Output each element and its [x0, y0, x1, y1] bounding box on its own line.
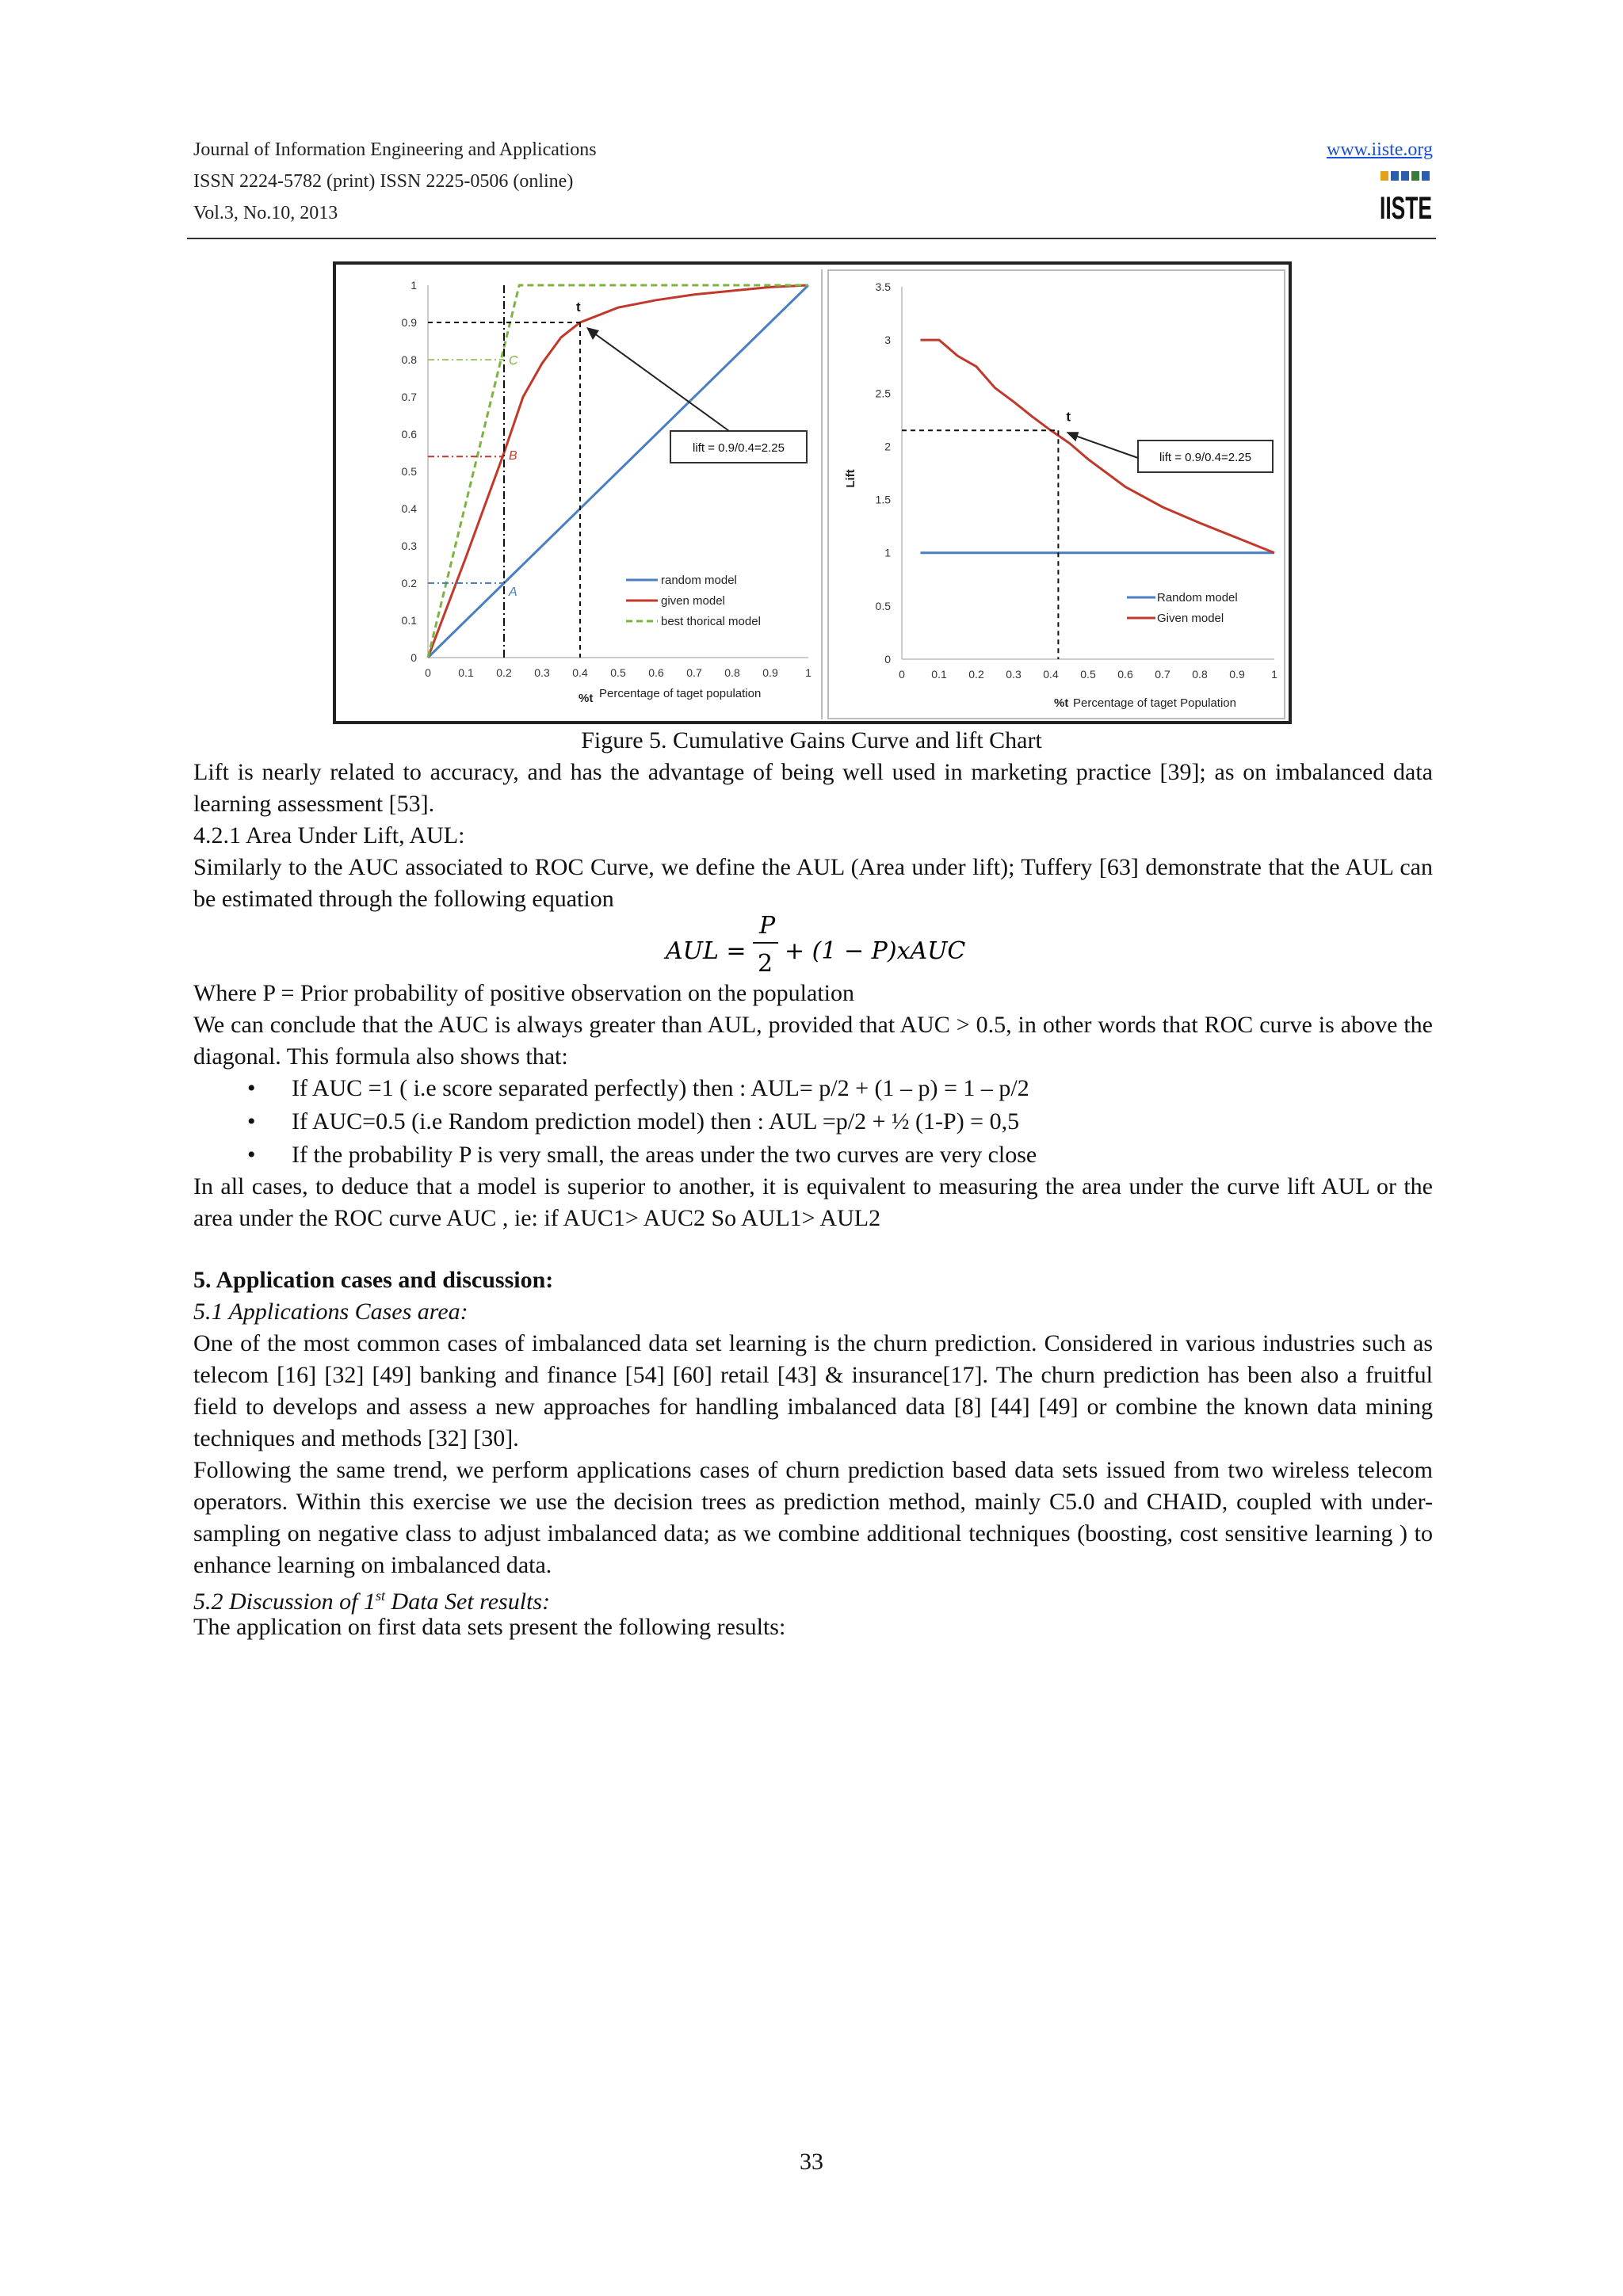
bullet-item: If AUC=0.5 (i.e Random prediction model) then : AUL =p/2 + ½ (1-P) = 0,5 — [292, 1108, 1020, 1135]
paragraph-conclusion: We can conclude that the AUC is always greater than AUL, provided that AUC > 0.5, in other words that ROC curve is above the diagonal. This formula also shows that: — [193, 1012, 1433, 1070]
x-tick-label: 0.8 — [724, 666, 740, 679]
header-rule — [187, 238, 1436, 239]
lift-annotation-arrow — [588, 329, 729, 431]
x-tick-label: 0.5 — [1080, 668, 1096, 681]
gains-chart-panel — [341, 269, 823, 719]
section-5-2-text-end: Data Set results: — [385, 1589, 551, 1615]
paragraph-churn: One of the most common cases of imbalanced data set learning is the churn prediction. Considered in various industries such as telecom [16] [32] [49] banking and finance [54] [60] retail [43] & insurance[17]. The churn prediction has been also a fruitful field to develops and assess a new approaches for handling imbalanced data [8] [44] [49] or combine the known data mining techniques and methods [32] [30]. — [193, 1330, 1433, 1451]
y-tick-label: 2.5 — [875, 387, 891, 400]
paragraph-lift: Lift is nearly related to accuracy, and has the advantage of being well used in marketing practice [39]; as on imbalanced data learning assessment [53]. — [193, 759, 1433, 817]
figure-caption: Figure 5. Cumulative Gains Curve and lift Chart — [581, 727, 1042, 753]
point-label-c: C — [509, 354, 518, 368]
formula-lhs: AUL = — [666, 937, 747, 965]
iiste-logo — [1377, 170, 1434, 227]
x-tick-label: 0.7 — [686, 666, 702, 679]
y-tick-label: 2 — [884, 440, 891, 453]
arrow-head — [1066, 432, 1079, 441]
lift-annotation-text: lift = 0.9/0.4=2.25 — [1159, 451, 1251, 464]
figure-5 — [333, 261, 1292, 724]
formula-rhs: + (1 − P)xAUC — [785, 937, 966, 965]
x-tick-label: 0.4 — [1043, 668, 1059, 681]
y-tick-label: 0.5 — [401, 465, 417, 478]
legend-label: given model — [661, 594, 725, 608]
x-tick-label: 0 — [425, 666, 431, 679]
x-tick-label: 0.5 — [610, 666, 626, 679]
section-5-2-superscript: st — [376, 1588, 386, 1604]
legend-label: Random model — [1157, 591, 1238, 605]
point-label-a: A — [509, 585, 517, 599]
bullet-dot: • — [247, 1108, 256, 1135]
point-label-t: t — [1066, 409, 1071, 425]
x-tick-label: 0.7 — [1155, 668, 1170, 681]
y-tick-label: 0.1 — [401, 614, 417, 627]
section-5-heading: 5. Application cases and discussion: — [193, 1267, 554, 1293]
x-axis-prefix: %t — [579, 692, 594, 705]
formula-numerator: P — [759, 912, 776, 940]
paragraph-results: The application on first data sets present the following results: — [193, 1614, 786, 1640]
lift-annotation-arrow — [1069, 433, 1138, 458]
paragraph-all-cases: In all cases, to deduce that a model is superior to another, it is equivalent to measuring the area under the curve lift AUL or the area under the ROC curve AUC , ie: if AUC1> AUC2 So AUL1> AUL2 — [193, 1173, 1433, 1231]
y-tick-label: 0.3 — [401, 540, 417, 552]
volume-line: Vol.3, No.10, 2013 — [193, 203, 338, 223]
x-tick-label: 0 — [899, 668, 905, 681]
x-tick-label: 0.6 — [1117, 668, 1133, 681]
gains-chart — [341, 269, 821, 719]
series-line-random-model — [428, 285, 808, 658]
section-5-1-heading: 5.1 Applications Cases area: — [193, 1299, 468, 1325]
formula-denominator: 2 — [758, 950, 773, 978]
section-5-2-text: 5.2 Discussion of 1 — [193, 1589, 376, 1615]
x-tick-label: 0.4 — [572, 666, 588, 679]
lift-annotation-text: lift = 0.9/0.4=2.25 — [693, 441, 785, 455]
y-tick-label: 0 — [411, 651, 417, 664]
x-axis-label: Percentage of taget Population — [1073, 696, 1236, 710]
y-tick-label: 0.8 — [401, 353, 417, 366]
bullet-item: If AUC =1 ( i.e score separated perfectly) then : AUL= p/2 + (1 – p) = 1 – p/2 — [292, 1075, 1029, 1101]
bullet-item: If the probability P is very small, the areas under the two curves are very close — [292, 1142, 1037, 1168]
logo-text: IISTE — [1380, 191, 1432, 226]
section-4-2-1-heading: 4.2.1 Area Under Lift, AUL: — [193, 822, 465, 849]
issn-line: ISSN 2224-5782 (print) ISSN 2225-0506 (online) — [193, 171, 574, 192]
legend-label: best thorical model — [661, 615, 761, 628]
y-tick-label: 3.5 — [875, 280, 891, 293]
x-axis-prefix: %t — [1054, 696, 1069, 710]
y-axis-label: Lift — [844, 469, 857, 488]
bullet-dot: • — [247, 1142, 256, 1168]
page-number: 33 — [800, 2149, 823, 2175]
x-tick-label: 0.8 — [1192, 668, 1208, 681]
x-tick-label: 0.6 — [648, 666, 664, 679]
y-tick-label: 0.6 — [401, 428, 417, 441]
aul-formula — [666, 911, 983, 978]
lift-chart-panel — [827, 269, 1285, 719]
y-tick-label: 1.5 — [875, 493, 891, 506]
y-tick-label: 3 — [884, 334, 891, 347]
point-label-t: t — [576, 299, 581, 315]
paragraph-trend: Following the same trend, we perform applications cases of churn prediction based data sets issued from two wireless telecom operators. Within this exercise we use the decision trees as prediction method, mainly C5.0 and CHAID, coupled with under-sampling on negative class to adjust imbalanced data; as we combine additional techniques (boosting, cost sensitive learning ) to enhance learning on imbalanced data. — [193, 1457, 1433, 1578]
paragraph-aul: Similarly to the AUC associated to ROC Curve, we define the AUL (Area under lift); Tuffery [63] demonstrate that the AUL can be estimated through the following equation — [193, 854, 1433, 912]
y-tick-label: 0 — [884, 653, 891, 666]
point-label-b: B — [509, 449, 517, 463]
lift-chart — [829, 271, 1284, 718]
x-tick-label: 0.2 — [968, 668, 984, 681]
journal-title: Journal of Information Engineering and Applications — [193, 139, 597, 160]
y-tick-label: 0.4 — [401, 502, 417, 515]
x-axis-label: Percentage of taget population — [599, 687, 762, 700]
x-tick-label: 1 — [805, 666, 812, 679]
y-tick-label: 0.5 — [875, 599, 891, 612]
x-tick-label: 0.1 — [458, 666, 474, 679]
x-tick-label: 1 — [1271, 668, 1277, 681]
y-tick-label: 1 — [411, 279, 417, 292]
x-tick-label: 0.9 — [1229, 668, 1245, 681]
y-tick-label: 0.9 — [401, 316, 417, 329]
x-tick-label: 0.9 — [762, 666, 778, 679]
y-tick-label: 0.7 — [401, 391, 417, 403]
x-tick-label: 0.2 — [496, 666, 512, 679]
x-tick-label: 0.3 — [534, 666, 550, 679]
legend-label: random model — [661, 574, 737, 587]
bullet-dot: • — [247, 1075, 256, 1101]
arrow-head — [586, 327, 599, 340]
x-tick-label: 0.3 — [1006, 668, 1022, 681]
journal-url-link[interactable]: www.iiste.org — [1327, 139, 1433, 160]
y-tick-label: 1 — [884, 546, 891, 559]
where-line: Where P = Prior probability of positive observation on the population — [193, 980, 854, 1006]
x-tick-label: 0.1 — [931, 668, 947, 681]
legend-label: Given model — [1157, 612, 1224, 625]
y-tick-label: 0.2 — [401, 577, 417, 589]
